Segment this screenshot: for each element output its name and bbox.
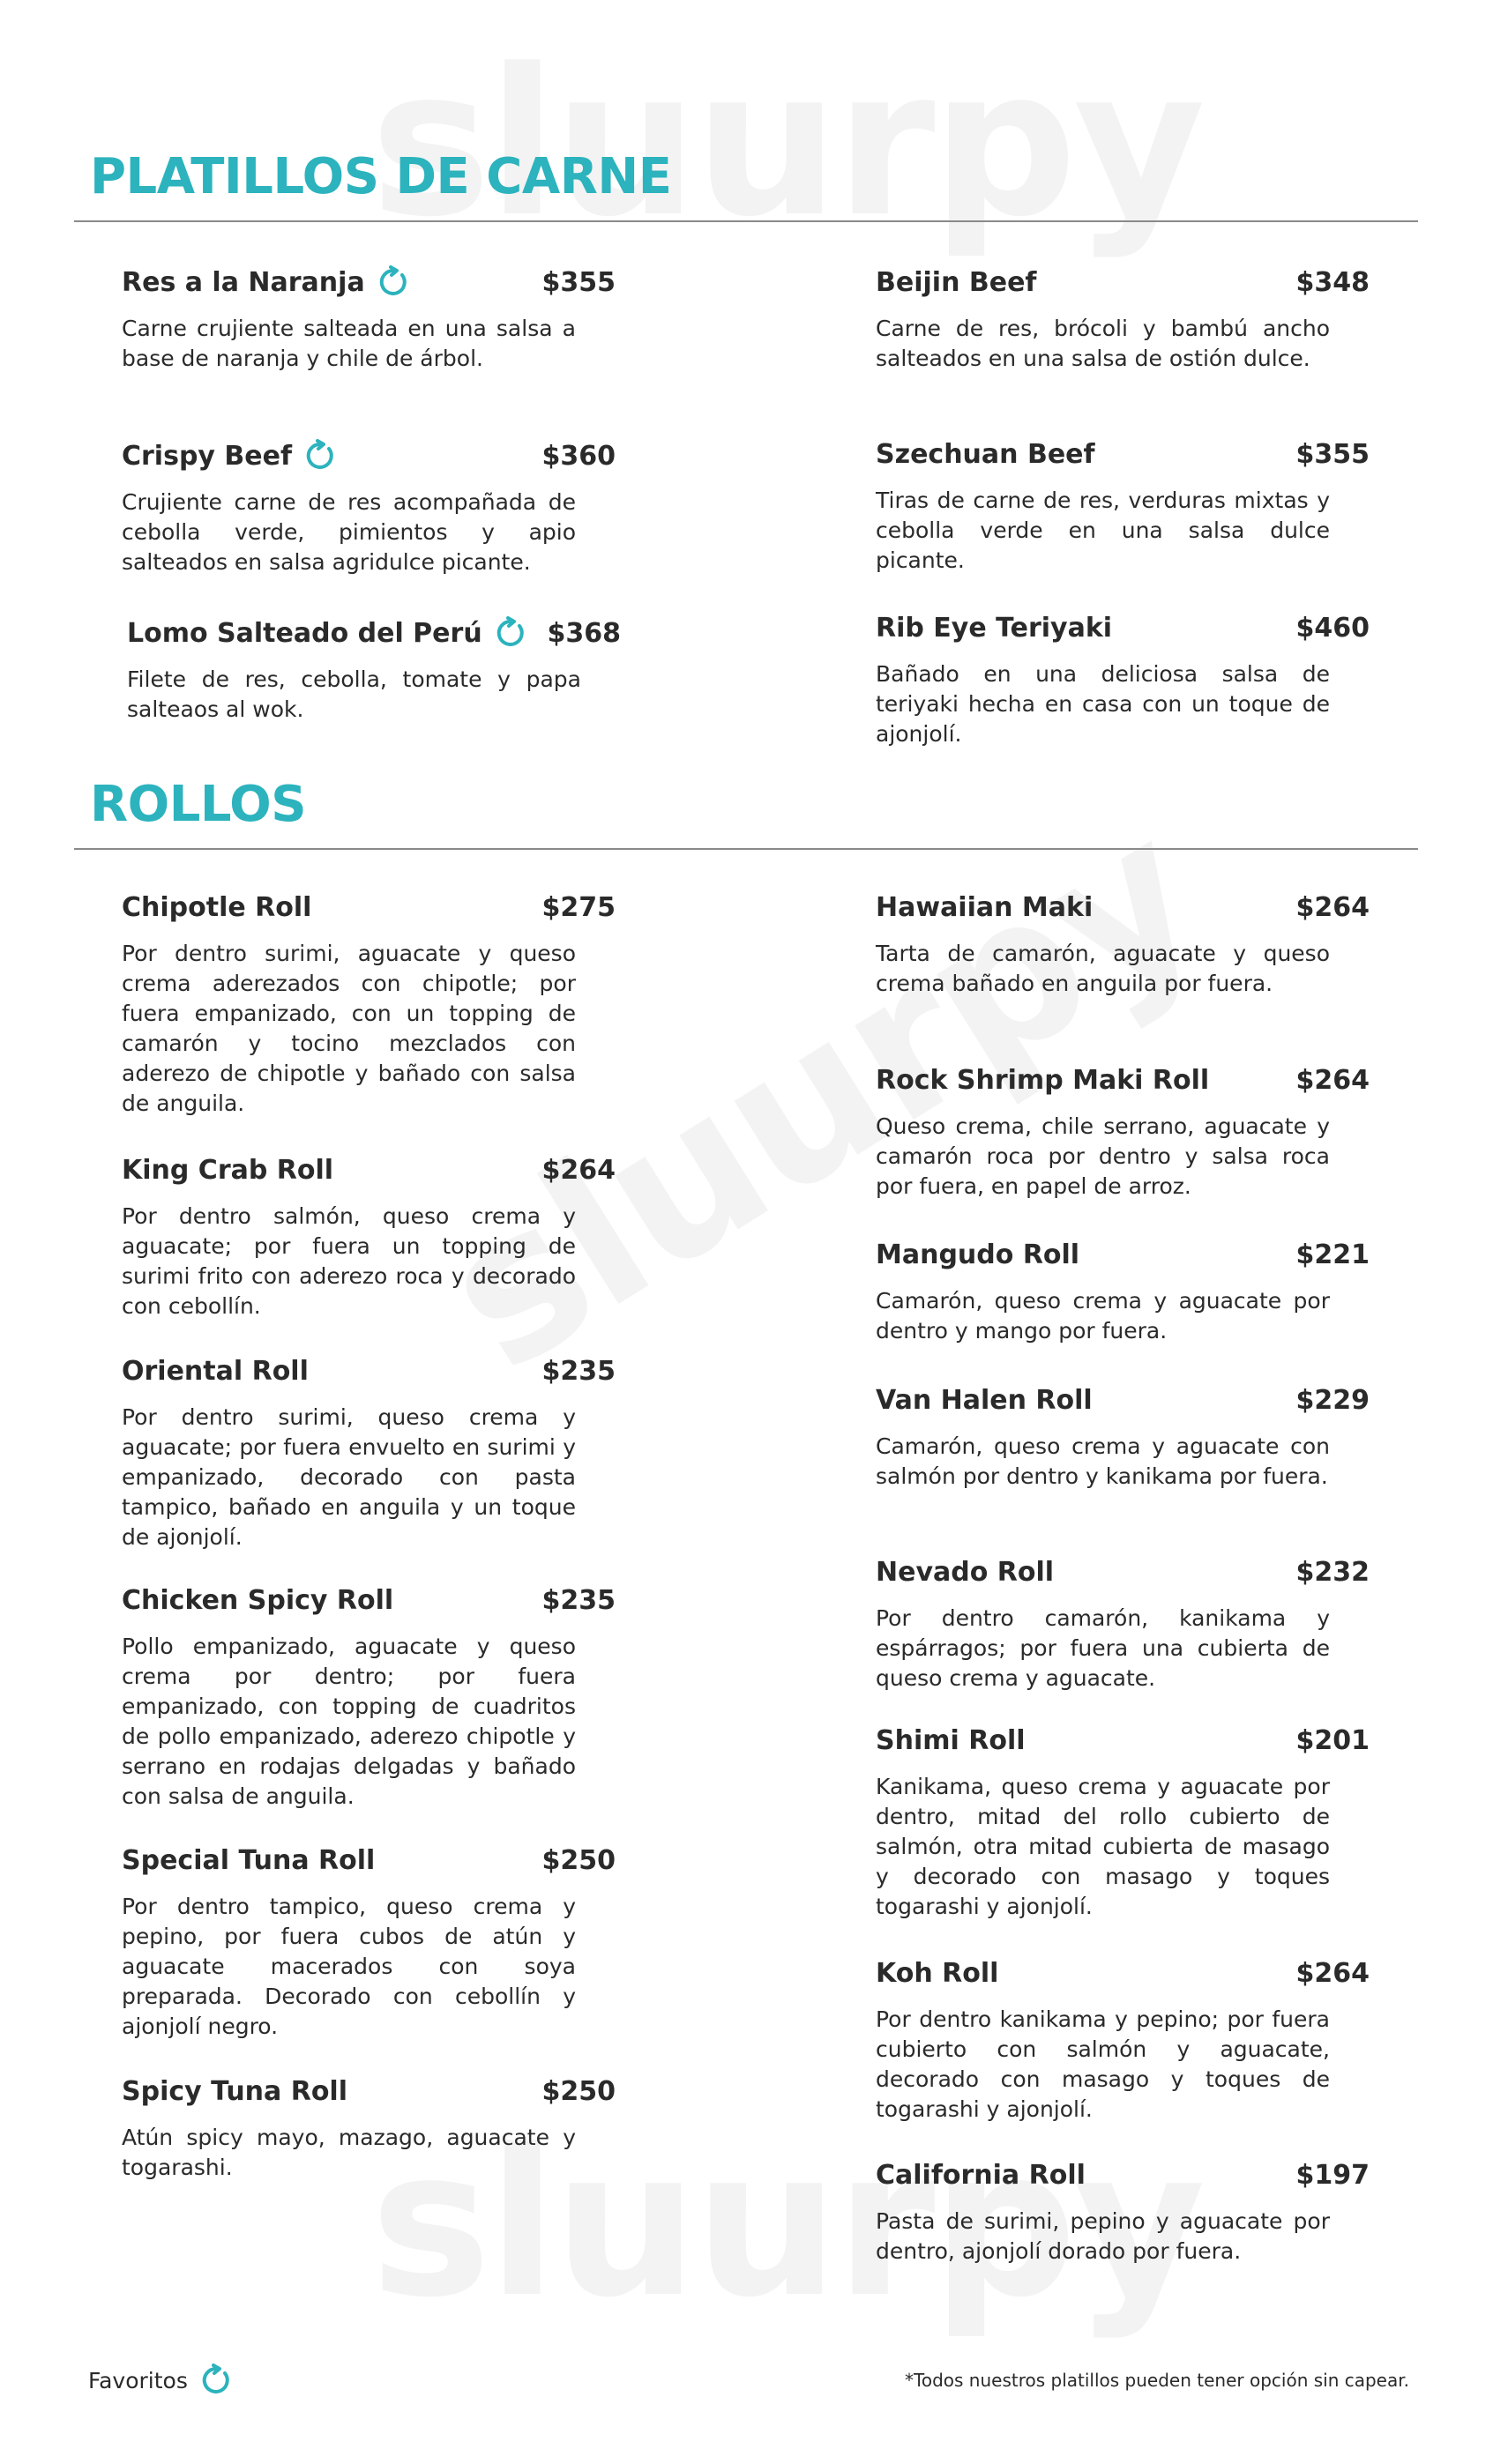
item-name: Rock Shrimp Maki Roll [876, 1064, 1210, 1096]
item-name: Chipotle Roll [122, 891, 312, 923]
item-description: Camarón, queso crema y aguacate con salmón por dentro y kanikama por fuera. [876, 1433, 1330, 1489]
menu-item-nevado-roll [876, 1554, 1370, 1694]
menu-item-hawaiian-maki [876, 890, 1370, 999]
item-description: Kanikama, queso crema y aguacate por dentro, mitad del rollo cubierto de salmón, otra mitad cubierta de masago y decorado con masago y toques togarashi y ajonjolí. [876, 1774, 1330, 1919]
item-description: Crujiente carne de res acompañada de cebolla verde, pimientos y apio salteados en salsa agridulce picante. [122, 489, 576, 575]
item-name: Special Tuna Roll [122, 1844, 376, 1876]
item-description: Por dentro salmón, queso crema y aguacate; por fuera un topping de surimi frito con aderezo roca y decorado con cebollín. [122, 1203, 576, 1319]
item-price: $232 [1295, 1556, 1370, 1588]
item-description: Filete de res, cebolla, tomate y papa salteaos al wok. [127, 666, 581, 722]
favorite-icon [493, 615, 528, 651]
item-description: Pasta de surimi, pepino y aguacate por dentro, ajonjolí dorado por fuera. [876, 2208, 1330, 2264]
item-name: California Roll [876, 2159, 1086, 2191]
item-price: $355 [1295, 438, 1370, 470]
item-name: Hawaiian Maki [876, 891, 1094, 923]
item-name: Beijin Beef [876, 266, 1037, 298]
item-description: Carne de res, brócoli y bambú ancho salteados en una salsa de ostión dulce. [876, 316, 1330, 371]
item-price: $235 [541, 1355, 616, 1387]
item-name: Crispy Beef [122, 438, 338, 473]
footer-note: *Todos nuestros platillos pueden tener opción sin capear. [905, 2370, 1409, 2391]
item-price: $221 [1295, 1239, 1370, 1270]
item-price: $264 [1295, 1957, 1370, 1989]
item-name: Szechuan Beef [876, 438, 1095, 470]
item-price: $264 [541, 1154, 616, 1186]
item-description: Por dentro kanikama y pepino; por fuera cubierto con salmón y aguacate, decorado con masago y toques de togarashi y ajonjolí. [876, 2006, 1330, 2122]
menu-item-chicken-spicy [122, 1582, 616, 1812]
item-description: Camarón, queso crema y aguacate por dentro y mango por fuera. [876, 1288, 1330, 1344]
menu-item-beijin-beef [876, 264, 1370, 374]
item-price: $355 [541, 266, 616, 298]
section-divider-carne [74, 220, 1418, 222]
item-name: Rib Eye Teriyaki [876, 612, 1113, 644]
item-description: Queso crema, chile serrano, aguacate y camarón roca por dentro y salsa roca por fuera, en papel de arroz. [876, 1113, 1330, 1199]
item-name: Nevado Roll [876, 1556, 1055, 1588]
item-price: $264 [1295, 891, 1370, 923]
item-name: Van Halen Roll [876, 1384, 1093, 1416]
item-name: Shimi Roll [876, 1724, 1026, 1756]
menu-item-mangudo-roll [876, 1237, 1370, 1346]
item-price: $250 [541, 2075, 616, 2107]
menu-item-spicy-tuna [122, 2073, 616, 2183]
item-price: $360 [541, 440, 616, 472]
favorite-icon [376, 264, 411, 300]
item-name: King Crab Roll [122, 1154, 334, 1186]
item-price: $197 [1295, 2159, 1370, 2191]
menu-item-rib-eye [876, 610, 1370, 749]
menu-item-oriental-roll [122, 1353, 616, 1552]
item-price: $264 [1295, 1064, 1370, 1096]
item-name: Spicy Tuna Roll [122, 2075, 347, 2107]
item-price: $348 [1295, 266, 1370, 298]
item-description: Bañado en una deliciosa salsa de teriyaki hecha en casa con un toque de ajonjolí. [876, 661, 1330, 747]
item-name: Mangudo Roll [876, 1239, 1080, 1270]
item-description: Por dentro tampico, queso crema y pepino, por fuera cubos de atún y aguacate macerados con soya preparada. Decorado con cebollín y ajonjolí negro. [122, 1894, 576, 2039]
menu-item-lomo-salteado [127, 615, 621, 725]
menu-item-shimi-roll [876, 1723, 1370, 1922]
watermark-top [370, 26, 1202, 262]
item-description: Tiras de carne de res, verduras mixtas y cebolla verde en una salsa dulce picante. [876, 488, 1330, 573]
item-price: $460 [1295, 612, 1370, 644]
menu-item-res-naranja [122, 264, 616, 374]
menu-item-crispy-beef [122, 438, 616, 577]
item-name: Koh Roll [876, 1957, 999, 1989]
item-price: $250 [541, 1844, 616, 1876]
section-title-rollos: ROLLOS [90, 776, 307, 833]
item-description: Atún spicy mayo, mazago, aguacate y togarashi. [122, 2125, 576, 2180]
item-price: $229 [1295, 1384, 1370, 1416]
item-price: $201 [1295, 1724, 1370, 1756]
item-name: Res a la Naranja [122, 264, 411, 300]
item-name: Oriental Roll [122, 1355, 309, 1387]
menu-item-koh-roll [876, 1955, 1370, 2125]
item-price: $275 [541, 891, 616, 923]
item-name: Lomo Salteado del Perú [127, 615, 528, 651]
item-price: $368 [547, 617, 621, 649]
section-title-carne: PLATILLOS DE CARNE [90, 148, 672, 205]
item-description: Carne crujiente salteada en una salsa a base de naranja y chile de árbol. [122, 316, 576, 371]
menu-item-chipotle-roll [122, 890, 616, 1119]
menu-item-king-crab [122, 1152, 616, 1321]
item-description: Por dentro camarón, kanikama y espárragos; por fuera una cubierta de queso crema y aguacate. [876, 1605, 1330, 1691]
menu-item-szechuan-beef [876, 436, 1370, 576]
favorites-label: Favoritos [88, 2367, 188, 2393]
favorite-icon [198, 2363, 234, 2398]
item-description: Pollo empanizado, aguacate y queso crema por dentro; por fuera empanizado, con topping de cuadritos de pollo empanizado, aderezo chipotle y serrano en rodajas delgadas y bañado con salsa de anguila. [122, 1634, 576, 1809]
favorites-legend [88, 2363, 234, 2398]
item-price: $235 [541, 1584, 616, 1616]
item-name: Chicken Spicy Roll [122, 1584, 394, 1616]
section-divider-rollos [74, 848, 1418, 850]
item-description: Tarta de camarón, aguacate y queso crema bañado en anguila por fuera. [876, 941, 1330, 996]
menu-item-van-halen [876, 1382, 1370, 1492]
item-description: Por dentro surimi, aguacate y queso crema aderezados con chipotle; por fuera empanizado, con un topping de camarón y tocino mezclados con aderezo de chipotle y bañado con salsa de anguila. [122, 941, 576, 1116]
menu-item-special-tuna [122, 1842, 616, 2042]
menu-item-california-roll [876, 2157, 1370, 2267]
menu-item-rock-shrimp [876, 1062, 1370, 1202]
item-description: Por dentro surimi, queso crema y aguacate; por fuera envuelto en surimi y empanizado, decorado con pasta tampico, bañado en anguila y un toque de ajonjolí. [122, 1404, 576, 1550]
favorite-icon [302, 438, 338, 473]
